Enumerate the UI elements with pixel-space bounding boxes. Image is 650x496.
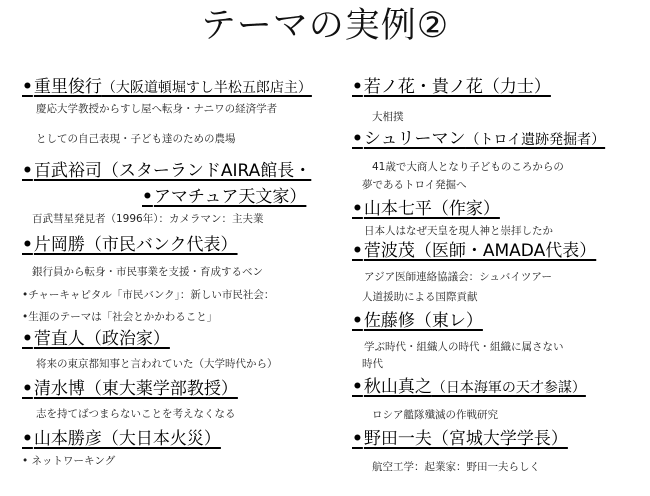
person-heading — [22, 378, 238, 400]
description-line: 人道援助による国際貢献 — [362, 291, 478, 303]
description-line: 百武彗星発見者（1996年）：カメラマン：主夫業 — [32, 213, 264, 225]
person-name: 山本七平（作家） — [363, 199, 500, 219]
description-line: 慶応大学教授からすし屋へ転身・ナニワの経済学者 — [36, 103, 278, 115]
person-name: シュリーマン — [363, 129, 466, 149]
person-affiliation: （日本海軍の天才参謀） — [431, 380, 586, 396]
description-line: 銀行員から転身・市民事業を支援・育成するベン — [32, 266, 263, 278]
person-heading — [352, 428, 568, 450]
description-line: 夢であるトロイ発掘へ — [362, 179, 467, 191]
description-line: 将来の東京都知事と言われていた（大学時代から） — [36, 358, 278, 370]
description-line: アジア医師連絡協議会：シュバイツアー — [364, 271, 553, 283]
description-line: •生涯のテーマは「社会とかかわること」 — [22, 311, 218, 323]
person-heading — [22, 234, 238, 256]
bullet-icon: • — [352, 241, 363, 261]
person-heading — [352, 310, 483, 332]
person-heading — [352, 76, 551, 98]
description-line: 41歳で大商人となり子どものころからの — [372, 161, 564, 173]
person-name: 重里俊行 — [33, 77, 102, 97]
bullet-icon: • — [22, 77, 33, 97]
person-name: 佐藤修（東レ） — [363, 311, 483, 331]
person-heading — [142, 186, 306, 208]
bullet-icon: • — [22, 429, 33, 449]
person-affiliation: （大阪道頓堀すし半松五郎店主） — [101, 80, 312, 96]
person-heading — [352, 198, 500, 220]
person-name: 百武裕司（スターランドAIRA館長・ — [33, 161, 312, 181]
person-affiliation: （トロイ遺跡発掘者） — [465, 132, 606, 148]
description-line: •チャーキャピタル「市民バンク」：新しい市民社会： — [22, 289, 275, 301]
bullet-icon: • — [22, 329, 33, 349]
bullet-icon: • — [352, 129, 363, 149]
person-heading — [352, 240, 596, 262]
description-line: 大相撲 — [372, 111, 404, 123]
bullet-icon: • — [352, 429, 363, 449]
description-line: • ネットワーキング — [22, 455, 116, 467]
bullet-icon: • — [22, 379, 33, 399]
bullet-icon: • — [352, 77, 363, 97]
person-name: アマチュア天文家） — [153, 187, 307, 207]
page-title: テーマの実例② — [200, 6, 450, 46]
description-line: 時代 — [362, 358, 383, 370]
person-name: 菅直人（政治家） — [33, 329, 170, 349]
description-line: 日本人はなぜ天皇を現人神と崇拝したか — [364, 225, 553, 237]
person-heading — [352, 376, 586, 399]
description-line: 航空工学：起業家：野田一夫らしく — [372, 461, 540, 473]
person-name: 菅波茂（医師・AMADA代表） — [363, 241, 597, 261]
person-name: 野田一夫（宮城大学学長） — [363, 429, 568, 449]
bullet-icon: • — [352, 199, 363, 219]
bullet-icon: • — [352, 311, 363, 331]
person-heading — [22, 76, 312, 99]
person-name: 若ノ花・貴ノ花（力士） — [363, 77, 551, 97]
bullet-icon: • — [142, 187, 153, 207]
person-name: 清水博（東大薬学部教授） — [33, 379, 238, 399]
person-heading — [22, 328, 170, 350]
person-name: 片岡勝（市民バンク代表） — [33, 235, 238, 255]
person-heading — [22, 160, 311, 182]
person-name: 山本勝彦（大日本火災） — [33, 429, 221, 449]
bullet-icon: • — [352, 377, 363, 397]
description-line: 志を持てばつまらないことを考えなくなる — [36, 408, 236, 420]
description-line: 学ぶ時代・組織人の時代・組織に属さない — [364, 341, 564, 353]
bullet-icon: • — [22, 235, 33, 255]
description-line: としての自己表現・子ども達のための農場 — [36, 133, 236, 145]
person-heading — [352, 128, 605, 151]
description-line: ロシア艦隊殲滅の作戦研究 — [372, 409, 498, 421]
person-name: 秋山真之 — [363, 377, 432, 397]
person-heading — [22, 428, 221, 450]
bullet-icon: • — [22, 161, 33, 181]
